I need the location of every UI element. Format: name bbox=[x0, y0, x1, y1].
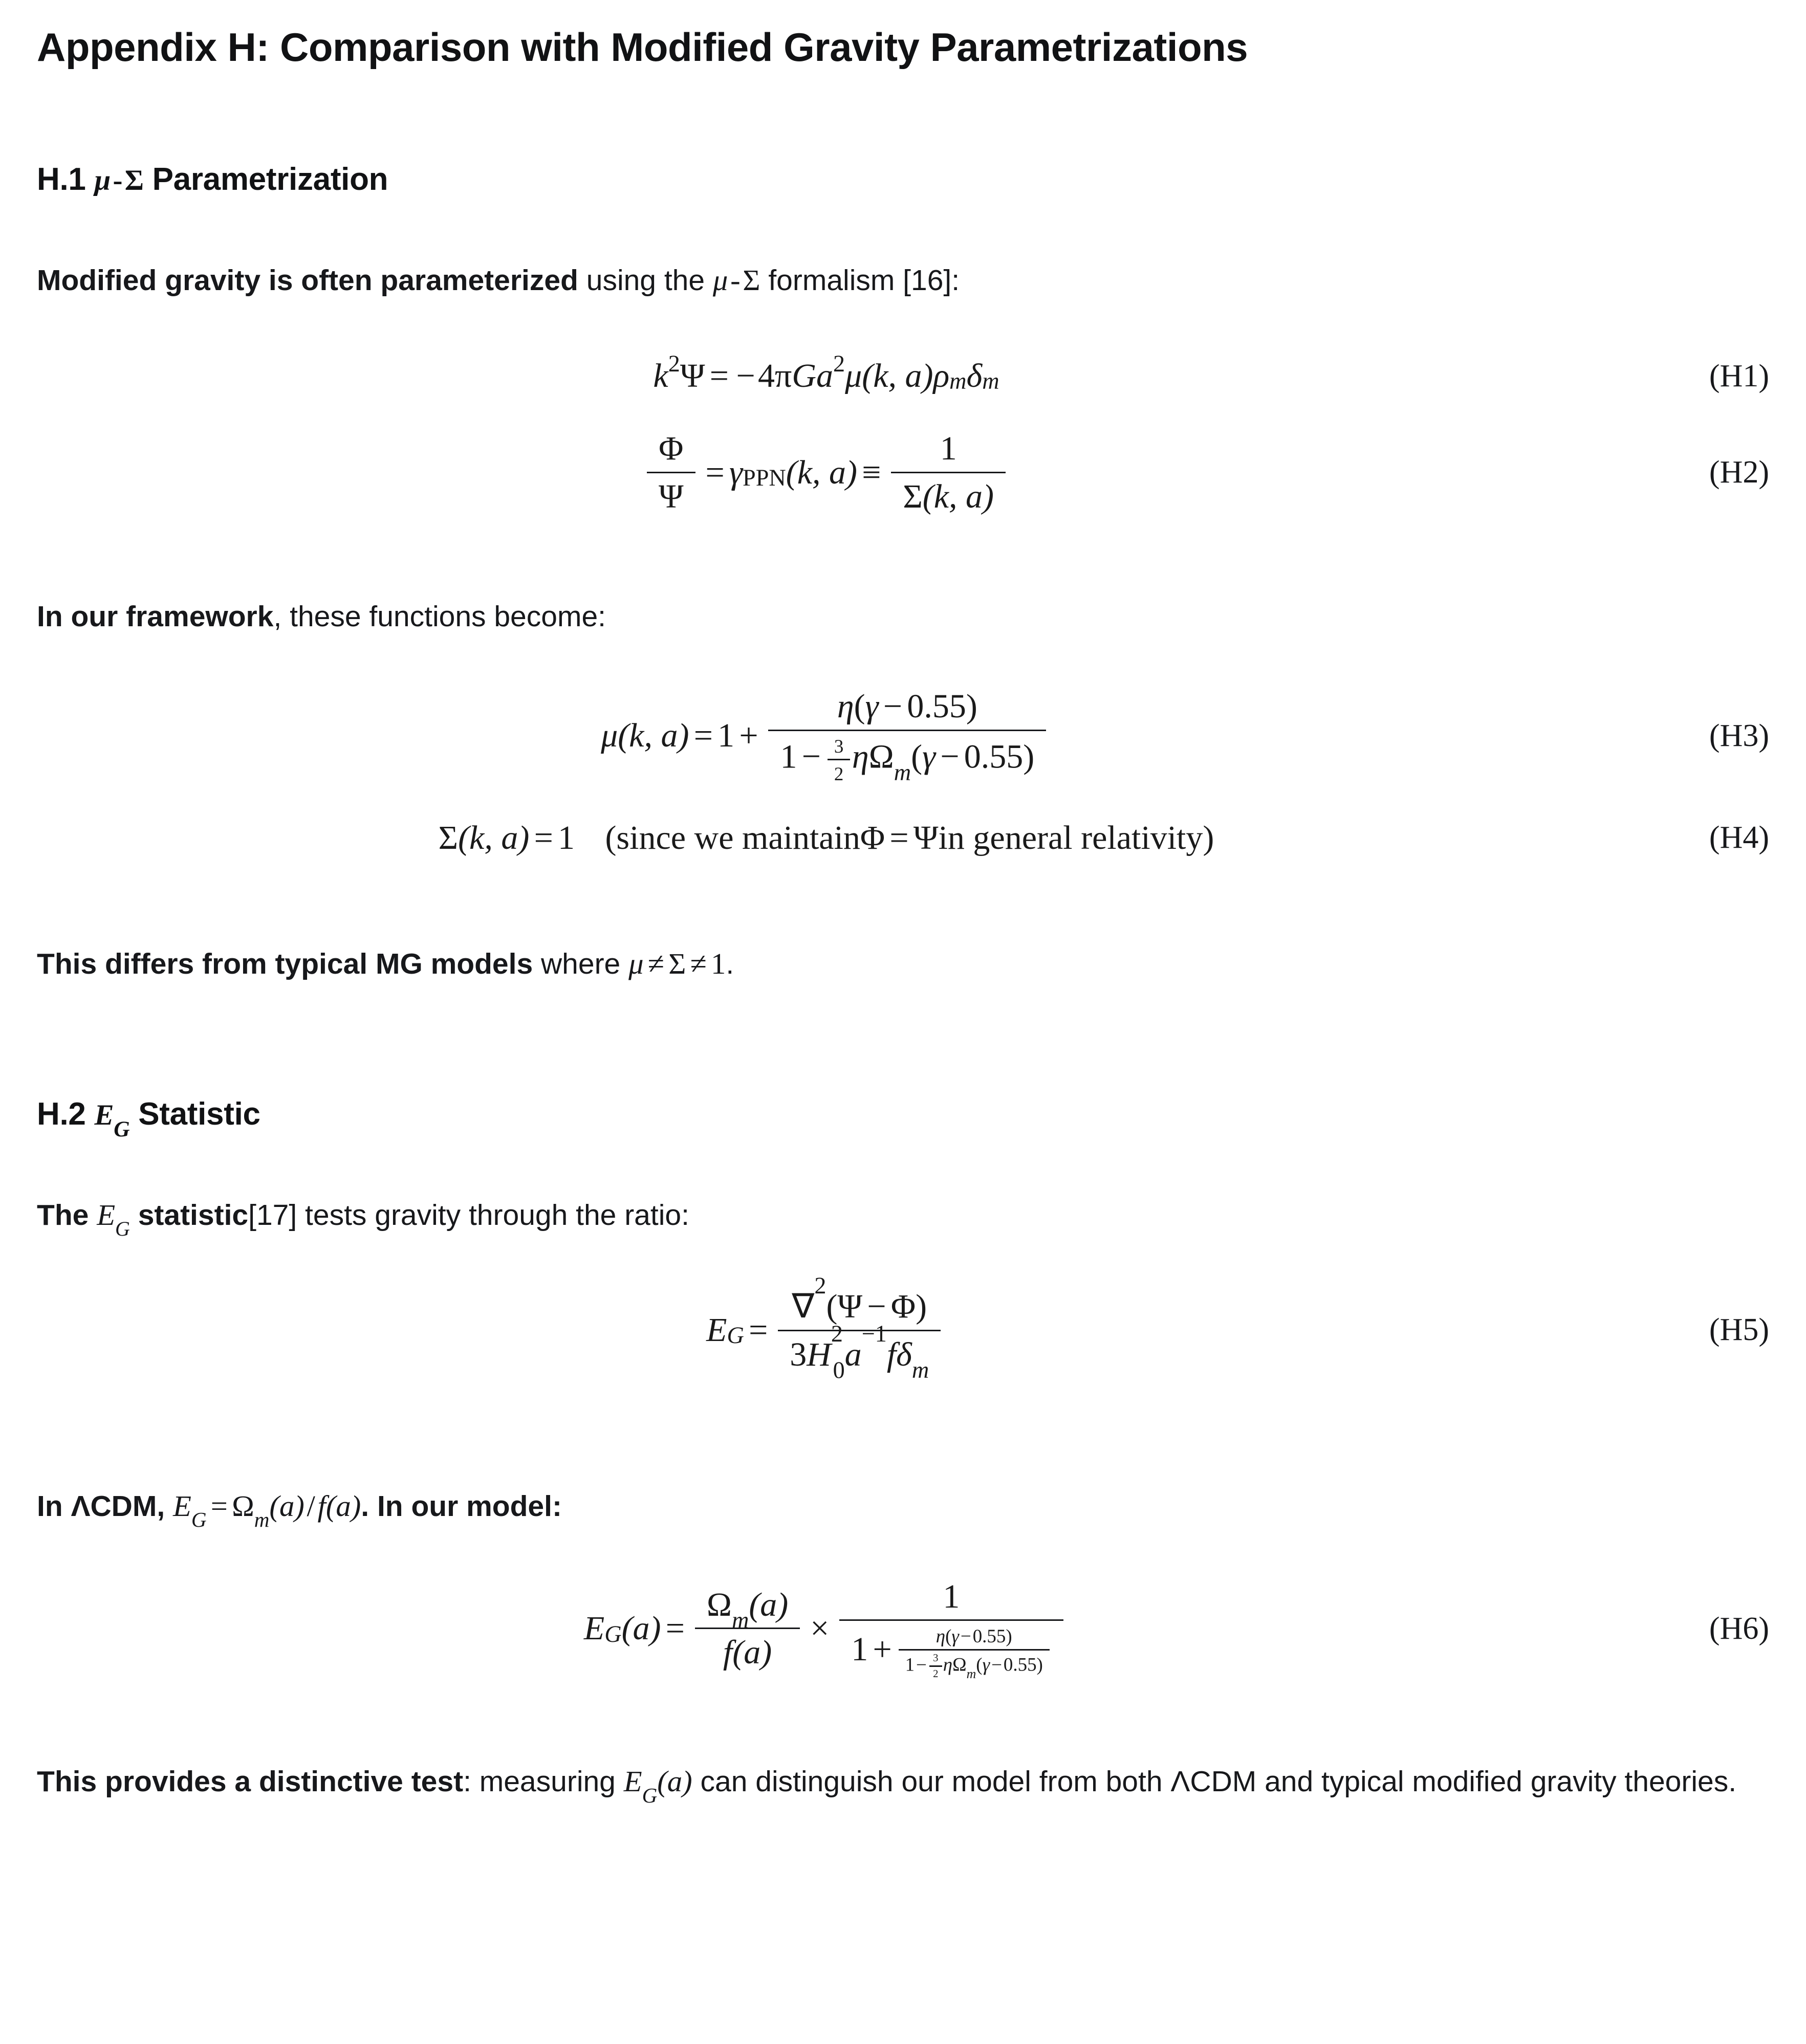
minus-sign: − bbox=[991, 1654, 1002, 1675]
paragraph-text: tests gravity through the ratio: bbox=[297, 1199, 689, 1232]
number-2: 2 bbox=[933, 1668, 939, 1680]
omega-symbol: Ω bbox=[706, 1586, 732, 1623]
identical-to-sign: ≡ bbox=[862, 453, 881, 491]
nested-fraction bbox=[899, 1625, 1050, 1680]
left-paren: ( bbox=[976, 1654, 983, 1675]
spacer bbox=[37, 863, 1769, 939]
value-0-55: 0.55 bbox=[1003, 1654, 1037, 1675]
paragraph-differs-from-mg bbox=[37, 939, 1767, 988]
subscript-0: 0 bbox=[833, 1357, 845, 1383]
delta-symbol: δ bbox=[896, 1335, 912, 1373]
paragraph-lead: . In our model: bbox=[361, 1489, 562, 1523]
hyphen-symbol: - bbox=[730, 263, 741, 297]
number-1: 1 bbox=[943, 1577, 960, 1615]
number-1: 1 bbox=[905, 1654, 915, 1675]
gamma-symbol: γ bbox=[982, 1654, 990, 1675]
spacer bbox=[37, 71, 1769, 161]
value-0-55: 0.55 bbox=[964, 738, 1024, 776]
subscript-m: m bbox=[731, 1607, 749, 1633]
not-equal-sign: ≠ bbox=[690, 947, 707, 980]
E-symbol: E bbox=[623, 1764, 642, 1798]
a-symbol: a bbox=[816, 357, 833, 395]
argument-a: (a) bbox=[732, 1634, 772, 1672]
equation-h6 bbox=[37, 1577, 1769, 1680]
paragraph-text: where bbox=[533, 947, 629, 980]
number-1: 1 bbox=[851, 1631, 868, 1668]
equation-h2-body: $\frac{\Phi}{\Psi}$ = γ $_{PPN}$ (k, a) ≡ $\frac{1}{\Sigma(k, a)}$ bbox=[37, 429, 1616, 516]
fraction-mu-correction bbox=[768, 687, 1046, 785]
subscript-G: G bbox=[115, 1217, 130, 1241]
number-1: 1 bbox=[717, 717, 735, 755]
plus-sign: + bbox=[739, 717, 758, 755]
psi-symbol: Ψ bbox=[680, 357, 705, 395]
subscript-G: G bbox=[114, 1116, 130, 1141]
equation-tag-h6: (H6) bbox=[1709, 1611, 1769, 1646]
left-paren: ( bbox=[945, 1625, 952, 1647]
section-heading-h1-text: Parametrization bbox=[143, 161, 388, 197]
arguments-k-a: (k, a) bbox=[786, 453, 858, 491]
right-paren: ) bbox=[1036, 1654, 1043, 1675]
gamma-symbol: γ bbox=[951, 1625, 959, 1647]
arguments-k-a: (k, a) bbox=[458, 819, 530, 856]
fraction-numerator bbox=[780, 1272, 939, 1330]
sigma-symbol: Σ bbox=[743, 263, 760, 297]
section-heading-h2-number: H.2 bbox=[37, 1096, 95, 1132]
right-paren: ) bbox=[966, 688, 977, 725]
sigma-symbol: Σ bbox=[668, 947, 686, 980]
fraction-denominator bbox=[711, 1629, 784, 1672]
spacer bbox=[37, 516, 1769, 593]
rho-symbol: ρ bbox=[933, 357, 950, 395]
equation-h3-body bbox=[37, 687, 1616, 785]
right-paren: ) bbox=[1023, 738, 1035, 776]
gamma-symbol: γ bbox=[729, 453, 743, 491]
phi-symbol: Φ bbox=[860, 819, 885, 856]
eta-symbol: η bbox=[837, 688, 854, 725]
equation-tag-h1: (H1) bbox=[1709, 358, 1769, 393]
paragraph-lead: This differs from typical MG models bbox=[37, 947, 533, 980]
argument-a: (a) bbox=[621, 1610, 661, 1647]
fraction-correction-factor bbox=[839, 1577, 1063, 1680]
psi-symbol: Ψ bbox=[837, 1288, 863, 1326]
spacer bbox=[37, 304, 1769, 351]
minus-sign: − bbox=[867, 1288, 886, 1326]
spacer bbox=[37, 199, 1769, 256]
k-symbol: k bbox=[653, 357, 668, 395]
spacer bbox=[37, 988, 1769, 1095]
right-paren: ) bbox=[916, 1288, 927, 1326]
sigma-of-k-a bbox=[891, 473, 1006, 516]
omega-symbol: Ω bbox=[952, 1654, 967, 1675]
paragraph-lead: Modified gravity is often parameterized bbox=[37, 264, 578, 297]
equals-sign: = bbox=[889, 819, 909, 856]
fraction-phi-psi bbox=[647, 429, 695, 516]
equals-sign: = bbox=[749, 1311, 768, 1349]
equation-h2 bbox=[37, 429, 1769, 516]
section-heading-h2 bbox=[37, 1095, 1769, 1141]
nabla-symbol: ∇ bbox=[792, 1288, 815, 1326]
spacer bbox=[37, 1239, 1769, 1286]
paragraph-text: : measuring bbox=[463, 1765, 624, 1798]
spacer bbox=[37, 1680, 1769, 1757]
plus-sign: + bbox=[873, 1631, 892, 1668]
minus-sign: − bbox=[940, 738, 960, 776]
equation-h4 bbox=[37, 814, 1769, 863]
subscript-G: G bbox=[191, 1508, 207, 1532]
left-paren: ( bbox=[826, 1288, 838, 1326]
equals-sign: = bbox=[534, 819, 553, 856]
number-1: 1 bbox=[780, 738, 797, 776]
paragraph-text: formalism [16]: bbox=[760, 264, 960, 297]
paragraph-text: can distinguish our model from both ΛCDM and typical modified gravity theories. bbox=[692, 1765, 1737, 1798]
argument-a: (a) bbox=[749, 1586, 789, 1623]
subscript-m: m bbox=[894, 759, 911, 785]
equation-h4-body bbox=[37, 819, 1616, 858]
spacer bbox=[37, 1133, 1769, 1191]
paragraph-text: , these functions become: bbox=[273, 600, 606, 633]
equals-sign: = bbox=[693, 717, 713, 755]
number-1: 1 bbox=[940, 430, 957, 468]
E-symbol: E bbox=[94, 1098, 114, 1131]
fraction-omega-over-f bbox=[695, 1586, 800, 1673]
equation-tag-h5: (H5) bbox=[1709, 1312, 1769, 1348]
sigma-symbol: Σ bbox=[124, 164, 144, 196]
fraction-three-halves bbox=[828, 735, 850, 785]
left-paren: ( bbox=[911, 738, 923, 776]
paragraph-lcdm-eg bbox=[37, 1482, 1767, 1530]
argument-a: (a) bbox=[657, 1764, 692, 1798]
G-symbol: G bbox=[792, 357, 816, 395]
eta-symbol: η bbox=[852, 738, 869, 776]
subscript-m: m bbox=[966, 1666, 976, 1681]
pi-symbol: π bbox=[774, 357, 792, 395]
number-2: 2 bbox=[834, 763, 844, 784]
mu-symbol: μ bbox=[845, 357, 862, 395]
paragraph-text: using the bbox=[578, 264, 713, 297]
paragraph-eg-statistic bbox=[37, 1191, 1767, 1239]
value-0-55: 0.55 bbox=[907, 688, 966, 725]
fraction-eg-ratio bbox=[778, 1272, 941, 1383]
exponent-2: 2 bbox=[814, 1272, 826, 1299]
mu-symbol: μ bbox=[628, 947, 644, 980]
times-sign: × bbox=[810, 1610, 830, 1647]
equation-h6-body: E $_G$ (a) = $\frac{\Omega_m(a)}{f(a)}$ × 1 1 + η(γ−0.55) 1− $\frac{3}{2}$ $\eta\Omega_m(\gamma-0.55)$ bbox=[37, 1577, 1616, 1680]
subscript-m: m bbox=[254, 1508, 270, 1532]
number-4: 4 bbox=[757, 357, 775, 395]
minus-sign: − bbox=[801, 738, 821, 776]
equation-h5 bbox=[37, 1272, 1769, 1383]
section-heading-h1 bbox=[37, 161, 1769, 199]
note-open-text: (since we maintain bbox=[605, 819, 860, 856]
equals-sign: = bbox=[665, 1610, 685, 1647]
equation-h1 bbox=[37, 351, 1769, 401]
equation-tag-h3: (H3) bbox=[1709, 718, 1769, 753]
arguments-k-a: (k, a) bbox=[862, 357, 933, 395]
not-equal-sign: ≠ bbox=[647, 947, 664, 980]
exponent-2: 2 bbox=[831, 1320, 843, 1347]
number-1: 1 bbox=[558, 819, 575, 856]
minus-sign: − bbox=[736, 357, 755, 395]
sigma-symbol: Σ bbox=[438, 819, 459, 856]
eta-symbol: η bbox=[935, 1625, 946, 1647]
fraction-denominator bbox=[768, 731, 1046, 785]
paragraph-lead: The bbox=[37, 1199, 97, 1232]
equals-sign: = bbox=[210, 1489, 228, 1523]
paragraph-lead: This provides a distinctive test bbox=[37, 1765, 464, 1798]
spacer bbox=[37, 785, 1769, 814]
psi-symbol: Ψ bbox=[658, 477, 684, 515]
page-title: Appendix H: Comparison with Modified Gravity Parametrizations bbox=[37, 25, 1248, 70]
note-close-text: in general relativity) bbox=[938, 819, 1214, 856]
mu-symbol: μ bbox=[94, 164, 111, 196]
gamma-symbol: γ bbox=[922, 738, 936, 776]
fraction-numerator bbox=[929, 1625, 1019, 1649]
argument-a: (a) bbox=[325, 1489, 361, 1523]
equation-h1-body: k $^2$ Ψ = − 4 π G a $^2$ μ (k, a) ρ $_m$ δ $_m$ bbox=[653, 350, 999, 395]
minus-sign: − bbox=[916, 1654, 927, 1675]
E-symbol: E bbox=[97, 1198, 116, 1232]
section-heading-h1-number: H.1 bbox=[37, 161, 95, 197]
f-symbol: f bbox=[317, 1489, 326, 1523]
E-symbol: E bbox=[583, 1610, 605, 1647]
equation-tag-h2: (H2) bbox=[1709, 455, 1769, 490]
slash-sign: / bbox=[307, 1489, 315, 1523]
paragraph-lead: In ΛCDM, bbox=[37, 1489, 173, 1523]
E-symbol: E bbox=[173, 1489, 191, 1523]
number-3: 3 bbox=[933, 1653, 939, 1664]
eta-symbol: η bbox=[943, 1654, 953, 1675]
subscript-m: m bbox=[911, 1357, 929, 1383]
fraction-denominator bbox=[778, 1320, 941, 1383]
paragraph-distinctive-test bbox=[37, 1757, 1767, 1806]
mu-symbol: μ bbox=[712, 263, 728, 297]
number-3: 3 bbox=[790, 1335, 807, 1373]
fraction-denominator bbox=[839, 1621, 1063, 1680]
f-symbol: f bbox=[723, 1634, 733, 1672]
paragraph-lead: In our framework bbox=[37, 600, 274, 633]
paragraph-lead: statistic bbox=[129, 1199, 249, 1232]
paragraph-in-our-framework bbox=[37, 593, 1767, 640]
mu-symbol: μ bbox=[601, 717, 618, 755]
number-1: 1 bbox=[711, 947, 726, 980]
number-3: 3 bbox=[834, 735, 844, 757]
equals-sign: = bbox=[705, 453, 725, 491]
sigma-symbol: Σ bbox=[903, 477, 923, 515]
H-symbol: H bbox=[807, 1335, 831, 1373]
value-0-55: 0.55 bbox=[972, 1625, 1006, 1647]
phi-symbol: Φ bbox=[890, 1288, 916, 1326]
hyphen-symbol: - bbox=[113, 164, 123, 196]
paragraph-mg-parameterized bbox=[37, 256, 1767, 304]
right-paren: ) bbox=[1006, 1625, 1012, 1647]
minus-sign: − bbox=[960, 1625, 971, 1647]
phi-symbol: Φ bbox=[659, 430, 684, 468]
E-symbol: E bbox=[706, 1311, 727, 1349]
arguments-k-a: (k, a) bbox=[618, 717, 689, 755]
section-heading-h2-text: Statistic bbox=[129, 1096, 260, 1132]
spacer bbox=[37, 1374, 1769, 1482]
arguments-k-a: (k, a) bbox=[922, 477, 994, 515]
omega-symbol: Ω bbox=[868, 738, 894, 776]
fraction-three-halves bbox=[929, 1653, 942, 1680]
equation-tag-h4: (H4) bbox=[1709, 820, 1769, 855]
citation-17[interactable]: [17] bbox=[248, 1199, 297, 1232]
equals-sign: = bbox=[709, 357, 729, 395]
fraction-denominator bbox=[899, 1651, 1050, 1680]
fraction-numerator bbox=[695, 1586, 800, 1633]
argument-a: (a) bbox=[269, 1489, 304, 1523]
equation-h3 bbox=[37, 687, 1769, 785]
gamma-symbol: γ bbox=[865, 688, 879, 725]
f-symbol: f bbox=[886, 1335, 897, 1373]
fraction-one-over-sigma bbox=[891, 429, 1006, 516]
delta-symbol: δ bbox=[966, 357, 983, 395]
exponent-minus-1: −1 bbox=[861, 1320, 887, 1347]
spacer bbox=[37, 1530, 1769, 1577]
minus-sign: − bbox=[883, 688, 903, 725]
paragraph-text: . bbox=[726, 947, 734, 980]
equation-h5-body: E $_G$ = $\frac{\nabla^2(\Psi - \Phi)}{3H^2_0a^{-1}f\delta_m}$ bbox=[37, 1286, 1616, 1374]
omega-symbol: Ω bbox=[232, 1489, 254, 1523]
subscript-G: G bbox=[642, 1783, 658, 1807]
a-symbol: a bbox=[844, 1335, 862, 1373]
spacer bbox=[37, 401, 1769, 429]
left-paren: ( bbox=[854, 688, 865, 725]
psi-symbol: Ψ bbox=[913, 819, 939, 856]
spacer bbox=[37, 640, 1769, 687]
fraction-numerator bbox=[825, 687, 989, 730]
